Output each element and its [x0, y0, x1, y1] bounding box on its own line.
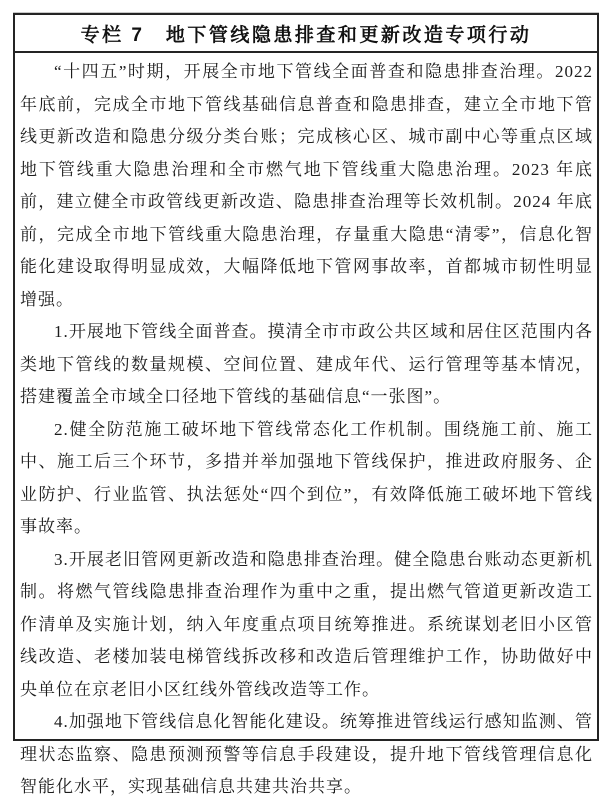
column-7-box — [13, 13, 599, 796]
column-title: 专栏 7 地下管线隐患排查和更新改造专项行动 — [15, 15, 597, 53]
paragraph-task-1: 1.开展地下管线全面普查。摸清全市市政公共区域和居住区范围内各类地下管线的数量规模、空间位置、建成年代、运行管理等基本情况，搭建覆盖全市域全口径地下管线的基础信息“一张图”。 — [20, 322, 593, 406]
paragraph-task-4: 4.加强地下管线信息化智能化建设。统筹推进管线运行感知监测、管理状态监察、隐患预测预警等信息手段建设，提升地下管线管理信息化智能化水平，实现基础信息共建共治共享。 — [20, 712, 593, 796]
paragraph-task-3: 3.开展老旧管网更新改造和隐患排查治理。健全隐患台账动态更新机制。将燃气管线隐患排查治理作为重中之重，提出燃气管道更新改造工作清单及实施计划，纳入年度重点项目统筹推进。系统谋划老旧小区管线改造、老楼加装电梯管线拆改移和改造后管理维护工作，协助做好中央单位在京老旧小区红线外管线改造等工作。 — [20, 549, 593, 699]
column-body — [15, 53, 597, 804]
paragraph-task-2: 2.健全防范施工破坏地下管线常态化工作机制。围绕施工前、施工中、施工后三个环节，多措并举加强地下管线保护，推进政府服务、企业防护、行业监管、执法惩处“四个到位”，有效降低施工破坏地下管线事故率。 — [20, 419, 593, 536]
paragraph-overview: “十四五”时期，开展全市地下管线全面普查和隐患排查治理。2022年底前，完成全市地下管线基础信息普查和隐患排查，建立全市地下管线更新改造和隐患分级分类台账；完成核心区、城市副中心等重点区域地下管线重大隐患治理和全市燃气地下管线重大隐患治理。2023 年底前，建立健全市政管线更新改造、隐患排查治理等长效机制。2024 年底前，完成全市地下管线重大隐患治理，存量重大隐患“清零”，信息化智能化建设取得明显成效，大幅降低地下管网事故率，首都城市韧性明显增强。 — [20, 62, 593, 309]
